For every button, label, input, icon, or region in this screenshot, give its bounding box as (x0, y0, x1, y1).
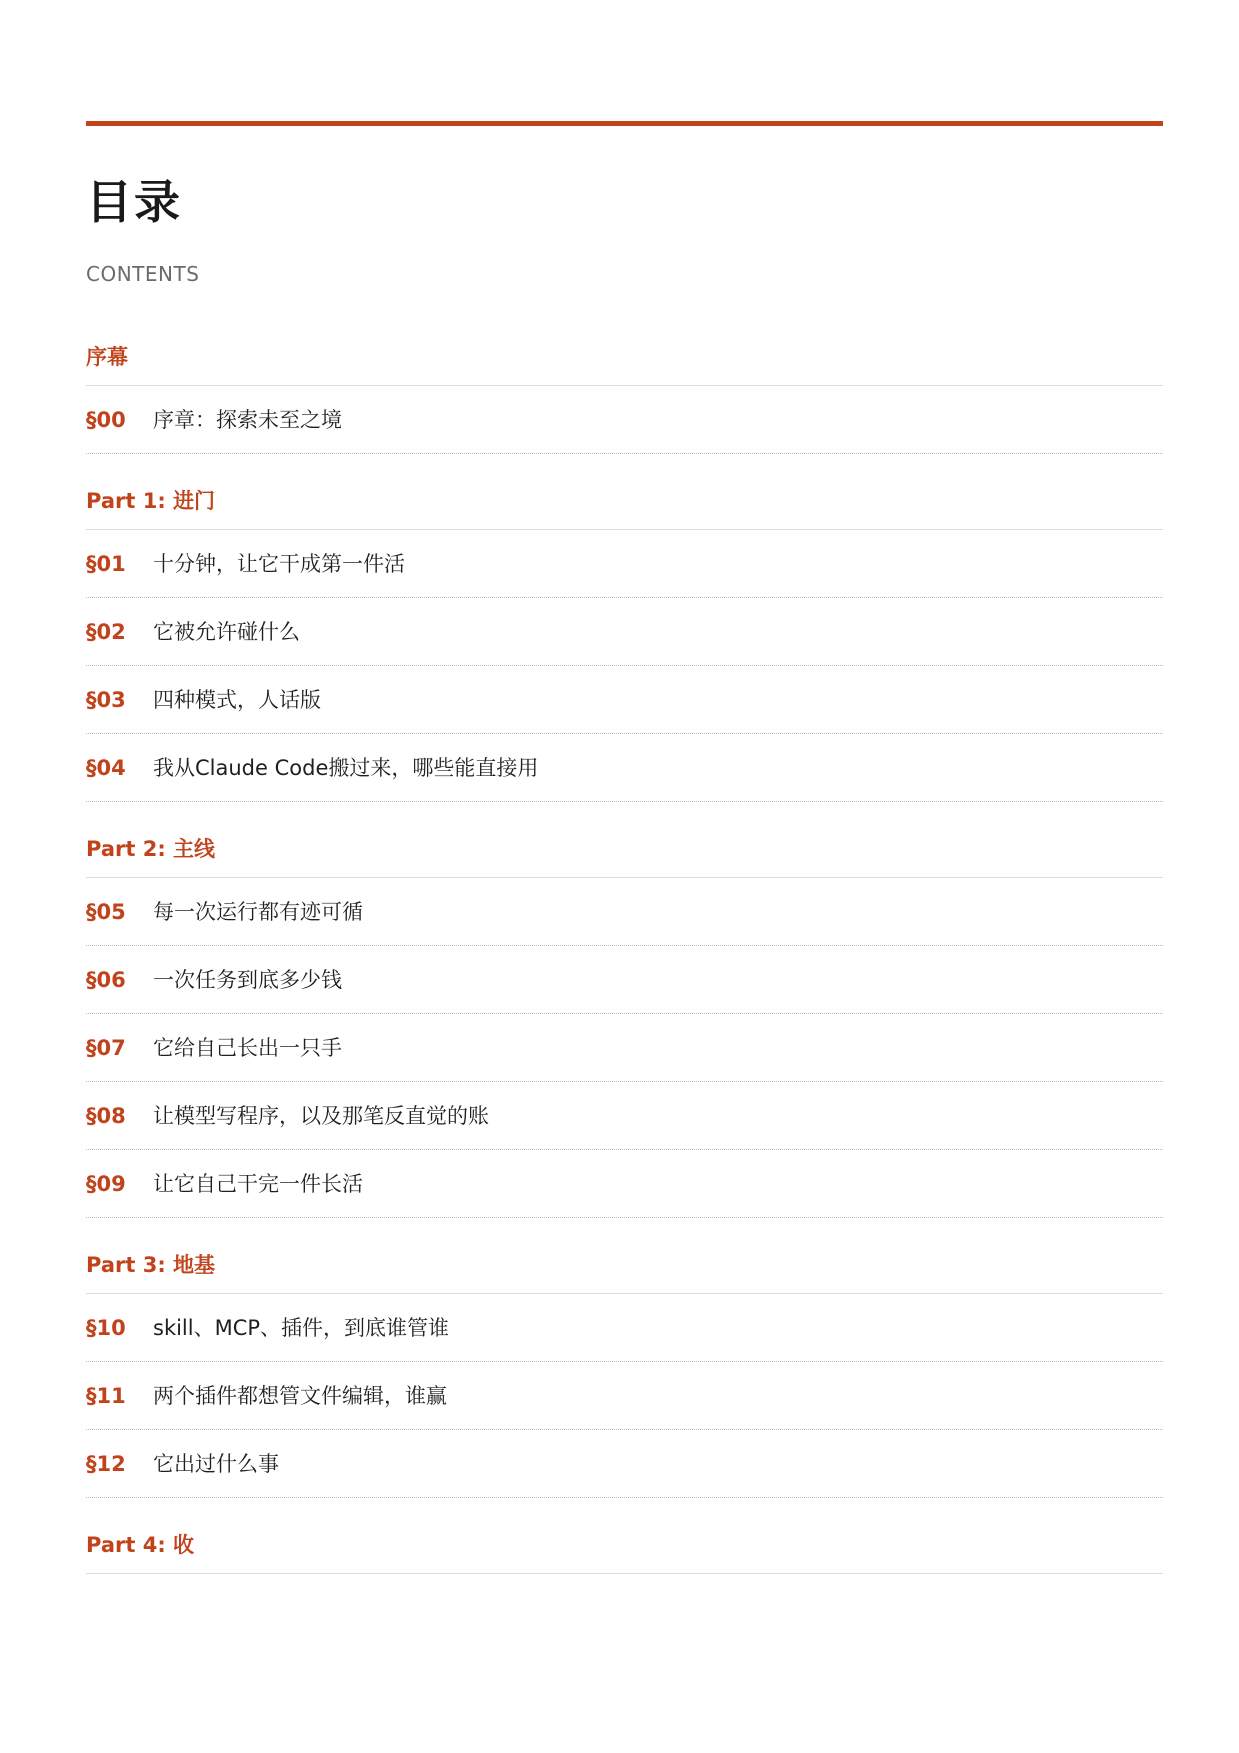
entry-number: §03 (86, 687, 126, 712)
section-label: Part 3: 地基 (86, 1253, 216, 1277)
toc-entry[interactable] (86, 1294, 1163, 1362)
entry-number: §04 (86, 755, 126, 780)
entry-title: skill、MCP、插件，到底谁管谁 (153, 1315, 450, 1340)
toc-entry[interactable] (86, 1430, 1163, 1498)
entry-title: 每一次运行都有迹可循 (153, 899, 363, 924)
entry-number: §01 (86, 551, 126, 576)
toc-entry[interactable] (86, 666, 1163, 734)
section-heading (86, 1242, 1163, 1294)
entry-title: 四种模式，人话版 (153, 687, 321, 712)
section-heading (86, 478, 1163, 530)
entry-number: §10 (86, 1315, 126, 1340)
toc-entry[interactable] (86, 1150, 1163, 1218)
section-label: Part 2: 主线 (86, 837, 216, 861)
section-heading (86, 826, 1163, 878)
toc-entry[interactable] (86, 1082, 1163, 1150)
toc-entry[interactable] (86, 946, 1163, 1014)
entry-title: 一次任务到底多少钱 (153, 967, 342, 992)
entry-title: 序章：探索未至之境 (153, 407, 342, 432)
entry-number: §08 (86, 1103, 126, 1128)
toc-entry[interactable] (86, 1014, 1163, 1082)
entry-number: §05 (86, 899, 126, 924)
entry-title: 我从Claude Code搬过来，哪些能直接用 (153, 755, 539, 780)
section-heading (86, 334, 1163, 386)
page-title: 目录 (86, 175, 182, 229)
top-accent-rule (86, 121, 1163, 126)
section-heading (86, 1522, 1163, 1574)
entry-title: 它给自己长出一只手 (153, 1035, 342, 1060)
entry-title: 十分钟，让它干成第一件活 (153, 551, 405, 576)
entry-title: 两个插件都想管文件编辑，谁赢 (153, 1383, 447, 1408)
entry-title: 它出过什么事 (153, 1451, 279, 1476)
entry-number: §09 (86, 1171, 126, 1196)
section-label: 序幕 (86, 345, 128, 369)
toc-entry[interactable] (86, 878, 1163, 946)
toc-entry[interactable] (86, 530, 1163, 598)
section-label: Part 4: 收 (86, 1533, 195, 1557)
table-of-contents (86, 334, 1163, 1574)
entry-title: 让它自己干完一件长活 (153, 1171, 363, 1196)
toc-entry[interactable] (86, 734, 1163, 802)
toc-entry[interactable] (86, 386, 1163, 454)
toc-entry[interactable] (86, 1362, 1163, 1430)
toc-entry[interactable] (86, 598, 1163, 666)
entry-number: §06 (86, 967, 126, 992)
entry-title: 让模型写程序，以及那笔反直觉的账 (153, 1103, 489, 1128)
entry-number: §12 (86, 1451, 126, 1476)
page-subtitle: CONTENTS (86, 262, 200, 286)
entry-number: §02 (86, 619, 126, 644)
entry-title: 它被允许碰什么 (153, 619, 300, 644)
entry-number: §00 (86, 407, 126, 432)
section-label: Part 1: 进门 (86, 489, 216, 513)
entry-number: §07 (86, 1035, 126, 1060)
entry-number: §11 (86, 1383, 126, 1408)
